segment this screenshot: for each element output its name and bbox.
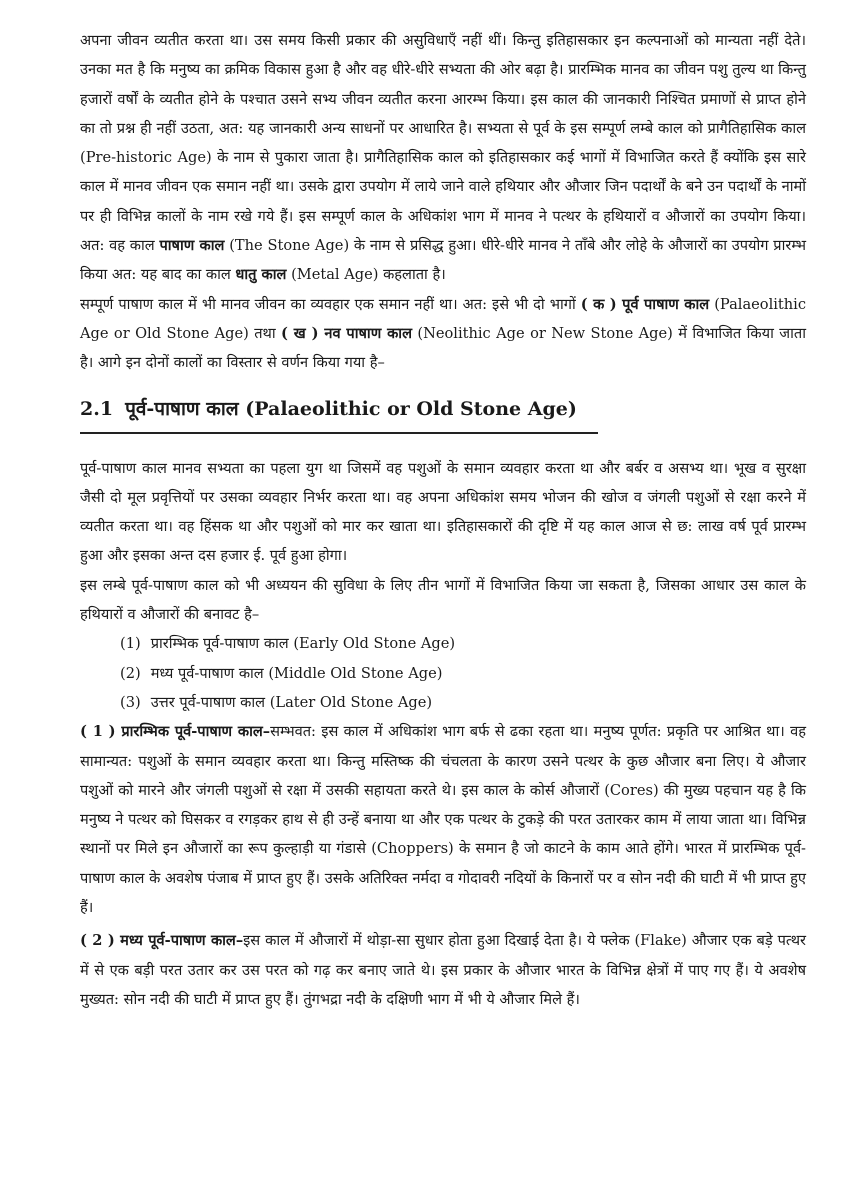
paragraph-intro — [80, 26, 806, 290]
subheading-middle: ( 2 ) मध्य पूर्व-पाषाण काल– — [80, 932, 244, 950]
list-item-text: मध्य पूर्व-पाषाण काल (Middle Old Stone Age) — [150, 664, 443, 682]
paragraph-early-old-stone-age — [80, 717, 806, 922]
list-item-number: (2) — [120, 664, 141, 682]
list-item — [120, 688, 806, 717]
intro-text-c: (Metal Age) कहलाता है। — [291, 266, 446, 284]
subdivision-list — [80, 629, 806, 717]
paragraph-division — [80, 290, 806, 378]
division-text-b: (Palaeolithic Age or Old Stone Age) तथा — [80, 295, 807, 342]
intro-text-a: अपना जीवन व्यतीत करता था। उस समय किसी प्रकार की असुविधाएँ नहीं थीं। किन्तु इतिहासकार इन कल्पनाओं को मान्यता नहीं देते। उनका मत है कि मनुष्य का क्रमिक विकास हुआ है और वह धीरे-धीरे सभ्यता की ओर बढ़ा है। प्रारम्भिक मानव का जीवन पशु तुल्य था किन्तु हजारों वर्षों के व्यतीत होने के पश्चात उसने सभ्य जीवन व्यतीत करना आरम्भ किया। इस काल की जानकारी निश्चित प्रमाणों से प्राप्त होने का तो प्रश्न ही नहीं उठता, अत: यह जानकारी अन्य साधनों पर आधारित है। सभ्यता से पूर्व के इस सम्पूर्ण लम्बे काल को प्रागैतिहासिक काल (Pre-historic Age) के नाम से पुकारा जाता है। प्रागैतिहासिक काल को इतिहासकार कई भागों में विभाजित करते हैं क्योंकि इस सारे काल में मानव जीवन एक समान नहीं था। उसके द्वारा उपयोग में लाये जाने वाले हथियार और औजार जिन पदार्थों के बने उन पदार्थों के नामों पर ही विभिन्न कालों के नाम रखे गये हैं। इस सम्पूर्ण काल के अधिकांश भाग में मानव ने पत्थर के हथियारों व औजारों का उपयोग किया। अत: वह काल — [80, 32, 806, 255]
term-metal-age: धातु काल — [235, 266, 287, 284]
list-item-number: (1) — [120, 635, 141, 653]
division-text-c: (Neolithic Age or New Stone Age) में विभाजित किया जाता है। आगे इन दोनों कालों का विस्तार से वर्णन किया गया है– — [80, 324, 807, 372]
list-item-text: प्रारम्भिक पूर्व-पाषाण काल (Early Old Stone Age) — [150, 635, 456, 653]
section-number: 2.1 — [80, 397, 114, 420]
list-item — [120, 659, 806, 688]
middle-text: इस काल में औजारों में थोड़ा-सा सुधार होता हुआ दिखाई देता है। ये फ्लेक (Flake) औजार एक बड़े पत्थर में से एक बड़ी परत उतार कर उस परत को गढ़ कर बनाए जाते थे। इस प्रकार के औजार भारत के विभिन्न क्षेत्रों में पाए गए हैं। ये अवशेष मुख्यत: सोन नदी की घाटी में प्राप्त हुए हैं। तुंगभद्रा नदी के दक्षिणी भाग में भी ये औजार मिले हैं। — [80, 932, 806, 1008]
intro-text-b: (The Stone Age) के नाम से प्रसिद्ध हुआ। धीरे-धीरे मानव ने ताँबे और लोहे के औजारों का उपयोग प्रारम्भ किया अत: यह बाद का काल — [80, 237, 806, 284]
list-item-text: उत्तर पूर्व-पाषाण काल (Later Old Stone Age) — [150, 693, 433, 711]
section-title: पूर्व-पाषाण काल (Palaeolithic or Old Stone Age) — [125, 397, 577, 420]
paragraph-middle-old-stone-age — [80, 926, 806, 1014]
early-text: सम्भवत: इस काल में अधिकांश भाग बर्फ से ढका रहता था। मनुष्य पूर्णत: प्रकृति पर आश्रित था। वह सामान्यत: पशुओं के समान व्यवहार करता था। किन्तु मस्तिष्क की चंचलता के कारण उसने पत्थर के कुछ औजार बना लिए। ये औजार पशुओं को मारने और जंगली पशुओं से रक्षा में उसकी सहायता करते थे। इस काल के कोर्स औजारों (Cores) की मुख्य पहचान यह है कि मनुष्य ने पत्थर को घिसकर व रगड़कर हाथ से ही उन्हें बनाया था और एक पत्थर के टुकड़े की परत उतारकर काम में लाया जाता था। विभिन्न स्थानों पर मिले इन औजारों का रूप कुल्हाड़ी या गंडासे (Choppers) के समान है जो काटने के काम आते होंगे। भारत में प्रारम्भिक पूर्व-पाषाण काल के अवशेष पंजाब में प्राप्त हुए हैं। उसके अतिरिक्त नर्मदा व गोदावरी नदियों के किनारों पर व सोन नदी की घाटी में भी प्राप्त हुए हैं। — [80, 723, 806, 917]
list-item — [120, 629, 806, 658]
term-neolithic: ( ख ) नव पाषाण काल — [281, 324, 412, 342]
division-text-a: सम्पूर्ण पाषाण काल में भी मानव जीवन का व्यवहार एक समान नहीं था। अत: इसे भी दो भागों — [80, 295, 576, 313]
term-stone-age: पाषाण काल — [159, 237, 225, 255]
subheading-early: ( 1 ) प्रारम्भिक पूर्व-पाषाण काल– — [80, 723, 271, 741]
section-heading — [80, 396, 598, 434]
term-palaeolithic: ( क ) पूर्व पाषाण काल — [580, 295, 710, 313]
paragraph-subdivision: इस लम्बे पूर्व-पाषाण काल को भी अध्ययन की सुविधा के लिए तीन भागों में विभाजित किया जा सकता है, जिसका आधार उस काल के हथियारों व औजारों की बनावट है– — [80, 576, 806, 624]
paragraph-palaeolithic-intro: पूर्व-पाषाण काल मानव सभ्यता का पहला युग था जिसमें वह पशुओं के समान व्यवहार करता था और बर्बर व असभ्य था। भूख व सुरक्षा जैसी दो मूल प्रवृत्तियों पर उसका व्यवहार निर्भर करता था। वह अपना अधिकांश समय भोजन की खोज व जंगली पशुओं से रक्षा करने में व्यतीत करता था। वह हिंसक था और पशुओं को मार कर खाता था। इतिहासकारों की दृष्टि में यह काल आज से छ: लाख वर्ष पूर्व प्रारम्भ हुआ और इसका अन्त दस हजार ई. पूर्व हुआ होगा। — [80, 459, 806, 565]
list-item-number: (3) — [120, 693, 141, 711]
